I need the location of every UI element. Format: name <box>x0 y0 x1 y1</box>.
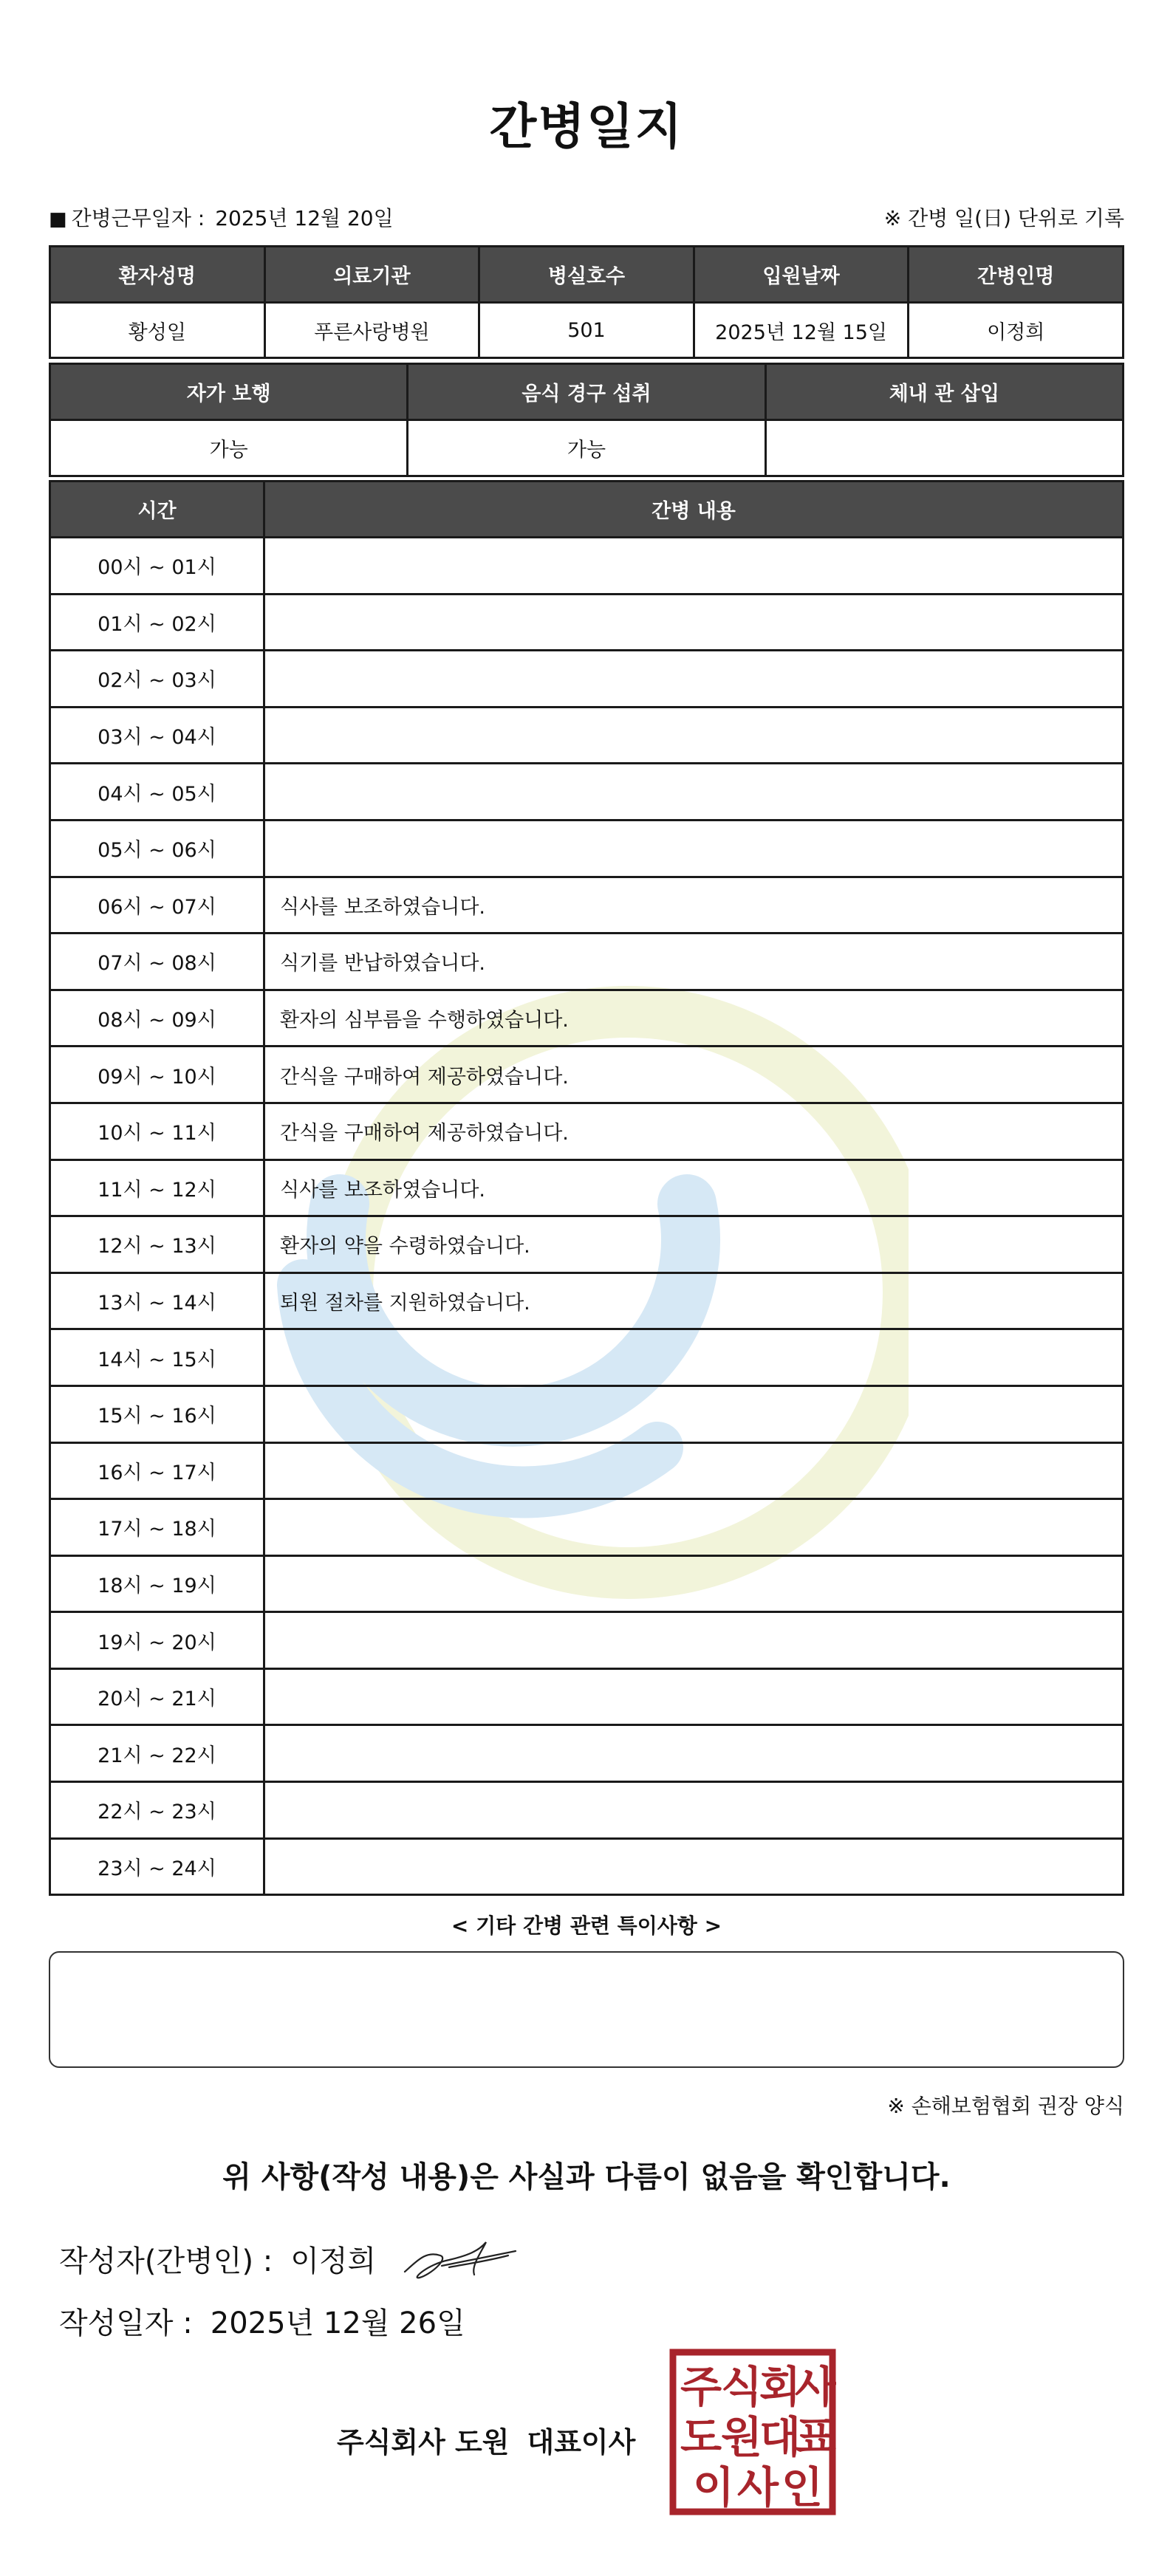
written-date-value: 2025년 12월 26일 <box>210 2306 465 2340</box>
header-hospital: 의료기관 <box>264 247 479 303</box>
log-row <box>50 1385 1124 1442</box>
log-content-cell <box>264 1612 1124 1669</box>
log-time-cell: 00시 ~ 01시 <box>50 538 264 595</box>
square-bullet-icon: ■ <box>49 208 67 230</box>
log-content-cell: 식기를 반납하였습니다. <box>264 934 1124 990</box>
header-care-content: 간병 내용 <box>264 482 1124 538</box>
log-row <box>50 1725 1124 1782</box>
log-content-cell <box>264 820 1124 877</box>
log-row <box>50 877 1124 934</box>
company-seal-icon <box>669 2349 836 2515</box>
svg-text:식: 식 <box>720 2362 763 2412</box>
svg-text:사: 사 <box>794 2362 836 2412</box>
header-patient-name: 환자성명 <box>50 247 265 303</box>
care-log-body <box>50 538 1124 1895</box>
log-content-cell <box>264 1499 1124 1556</box>
log-time-cell: 10시 ~ 11시 <box>50 1103 264 1159</box>
log-time-cell: 09시 ~ 10시 <box>50 1046 264 1103</box>
log-row <box>50 1838 1124 1895</box>
room-number-value: 501 <box>479 303 694 358</box>
log-time-cell: 12시 ~ 13시 <box>50 1216 264 1273</box>
patient-status-value-row <box>50 420 1124 476</box>
svg-text:사: 사 <box>736 2462 779 2512</box>
log-time-cell: 16시 ~ 17시 <box>50 1442 264 1499</box>
svg-text:인: 인 <box>781 2462 824 2512</box>
log-content-cell <box>264 1555 1124 1612</box>
writer-name: 이정희 <box>290 2244 377 2278</box>
log-time-cell: 14시 ~ 15시 <box>50 1329 264 1386</box>
header-time: 시간 <box>50 482 264 538</box>
log-row <box>50 764 1124 821</box>
notes-title: < 기타 간병 관련 특이사항 > <box>451 1914 722 1938</box>
header-tube-insertion: 체내 관 삽입 <box>765 364 1123 420</box>
document-title: 간병일지 <box>489 98 684 155</box>
notes-box <box>49 1951 1124 2068</box>
log-row <box>50 1555 1124 1612</box>
log-time-cell: 07시 ~ 08시 <box>50 934 264 990</box>
care-log-header-row <box>50 482 1124 538</box>
admission-date-value: 2025년 12월 15일 <box>694 303 909 358</box>
log-time-cell: 18시 ~ 19시 <box>50 1555 264 1612</box>
header-oral-intake: 음식 경구 섭취 <box>408 364 765 420</box>
patient-name-value: 황성일 <box>50 303 265 358</box>
patient-status-table <box>49 363 1124 477</box>
log-row <box>50 707 1124 764</box>
company-line <box>337 2419 635 2460</box>
handwritten-signature-icon <box>397 2229 523 2288</box>
log-content-cell <box>264 594 1124 651</box>
log-time-cell: 08시 ~ 09시 <box>50 990 264 1046</box>
log-row <box>50 1668 1124 1725</box>
svg-text:주: 주 <box>680 2362 722 2412</box>
log-row <box>50 1612 1124 1669</box>
log-time-cell: 21시 ~ 22시 <box>50 1725 264 1782</box>
log-content-cell <box>264 764 1124 821</box>
care-log-table <box>49 480 1124 1896</box>
log-content-cell <box>264 707 1124 764</box>
log-time-cell: 17시 ~ 18시 <box>50 1499 264 1556</box>
log-time-cell: 15시 ~ 16시 <box>50 1385 264 1442</box>
svg-text:원: 원 <box>720 2412 763 2462</box>
log-content-cell <box>264 1838 1124 1895</box>
log-content-cell <box>264 1442 1124 1499</box>
work-date-label: 간병근무일자 : <box>71 206 205 230</box>
log-content-cell <box>264 1385 1124 1442</box>
svg-text:이: 이 <box>692 2462 735 2512</box>
hospital-value: 푸른사랑병원 <box>264 303 479 358</box>
log-content-cell <box>264 1329 1124 1386</box>
log-row <box>50 1499 1124 1556</box>
log-content-cell <box>264 538 1124 595</box>
log-content-cell: 환자의 심부름을 수행하였습니다. <box>264 990 1124 1046</box>
patient-info-header-row <box>50 247 1124 303</box>
log-content-cell <box>264 651 1124 708</box>
svg-text:표: 표 <box>794 2412 836 2462</box>
log-row <box>50 934 1124 990</box>
svg-text:회: 회 <box>759 2362 801 2412</box>
writer-line <box>59 2238 376 2280</box>
caregiver-name-value: 이정희 <box>909 303 1124 358</box>
log-time-cell: 20시 ~ 21시 <box>50 1668 264 1725</box>
work-date-line <box>49 202 394 232</box>
log-content-cell <box>264 1782 1124 1839</box>
log-row <box>50 538 1124 595</box>
log-row <box>50 820 1124 877</box>
written-date-line <box>59 2300 465 2342</box>
log-content-cell: 간식을 구매하여 제공하였습니다. <box>264 1046 1124 1103</box>
log-time-cell: 22시 ~ 23시 <box>50 1782 264 1839</box>
log-time-cell: 04시 ~ 05시 <box>50 764 264 821</box>
svg-text:대: 대 <box>759 2412 801 2462</box>
written-date-label: 작성일자 : <box>59 2306 193 2340</box>
log-time-cell: 03시 ~ 04시 <box>50 707 264 764</box>
log-time-cell: 11시 ~ 12시 <box>50 1159 264 1216</box>
log-row <box>50 990 1124 1046</box>
log-content-cell: 환자의 약을 수령하였습니다. <box>264 1216 1124 1273</box>
log-content-cell: 식사를 보조하였습니다. <box>264 1159 1124 1216</box>
log-row <box>50 1103 1124 1159</box>
header-caregiver-name: 간병인명 <box>909 247 1124 303</box>
oral-intake-value: 가능 <box>408 420 765 476</box>
log-content-cell <box>264 1725 1124 1782</box>
log-time-cell: 23시 ~ 24시 <box>50 1838 264 1895</box>
log-time-cell: 13시 ~ 14시 <box>50 1272 264 1329</box>
work-date-value: 2025년 12월 20일 <box>215 206 394 230</box>
self-walking-value: 가능 <box>50 420 408 476</box>
confirmation-statement: 위 사항(작성 내용)은 사실과 다름이 없음을 확인합니다. <box>222 2160 951 2194</box>
log-row <box>50 594 1124 651</box>
log-row <box>50 1442 1124 1499</box>
tube-insertion-value <box>765 420 1123 476</box>
log-time-cell: 01시 ~ 02시 <box>50 594 264 651</box>
log-row <box>50 1046 1124 1103</box>
log-row <box>50 1216 1124 1273</box>
writer-label: 작성자(간병인) : <box>59 2244 273 2278</box>
header-room-number: 병실호수 <box>479 247 694 303</box>
form-note: ※ 손해보험협회 권장 양식 <box>887 2094 1124 2118</box>
patient-info-value-row <box>50 303 1124 358</box>
log-row <box>50 651 1124 708</box>
svg-text:도: 도 <box>680 2412 722 2462</box>
log-time-cell: 02시 ~ 03시 <box>50 651 264 708</box>
log-content-cell: 퇴원 절차를 지원하였습니다. <box>264 1272 1124 1329</box>
log-row <box>50 1159 1124 1216</box>
patient-info-table <box>49 245 1124 359</box>
company-representative: 대표이사 <box>527 2426 636 2459</box>
log-row <box>50 1329 1124 1386</box>
header-self-walking: 자가 보행 <box>50 364 408 420</box>
unit-note: ※ 간병 일(日) 단위로 기록 <box>883 206 1124 230</box>
log-row <box>50 1782 1124 1839</box>
log-row <box>50 1272 1124 1329</box>
log-time-cell: 19시 ~ 20시 <box>50 1612 264 1669</box>
log-content-cell: 식사를 보조하였습니다. <box>264 877 1124 934</box>
header-admission-date: 입원날짜 <box>694 247 909 303</box>
log-time-cell: 05시 ~ 06시 <box>50 820 264 877</box>
log-content-cell <box>264 1668 1124 1725</box>
patient-status-header-row <box>50 364 1124 420</box>
log-content-cell: 간식을 구매하여 제공하였습니다. <box>264 1103 1124 1159</box>
log-time-cell: 06시 ~ 07시 <box>50 877 264 934</box>
company-name: 주식회사 도원 <box>337 2426 510 2459</box>
